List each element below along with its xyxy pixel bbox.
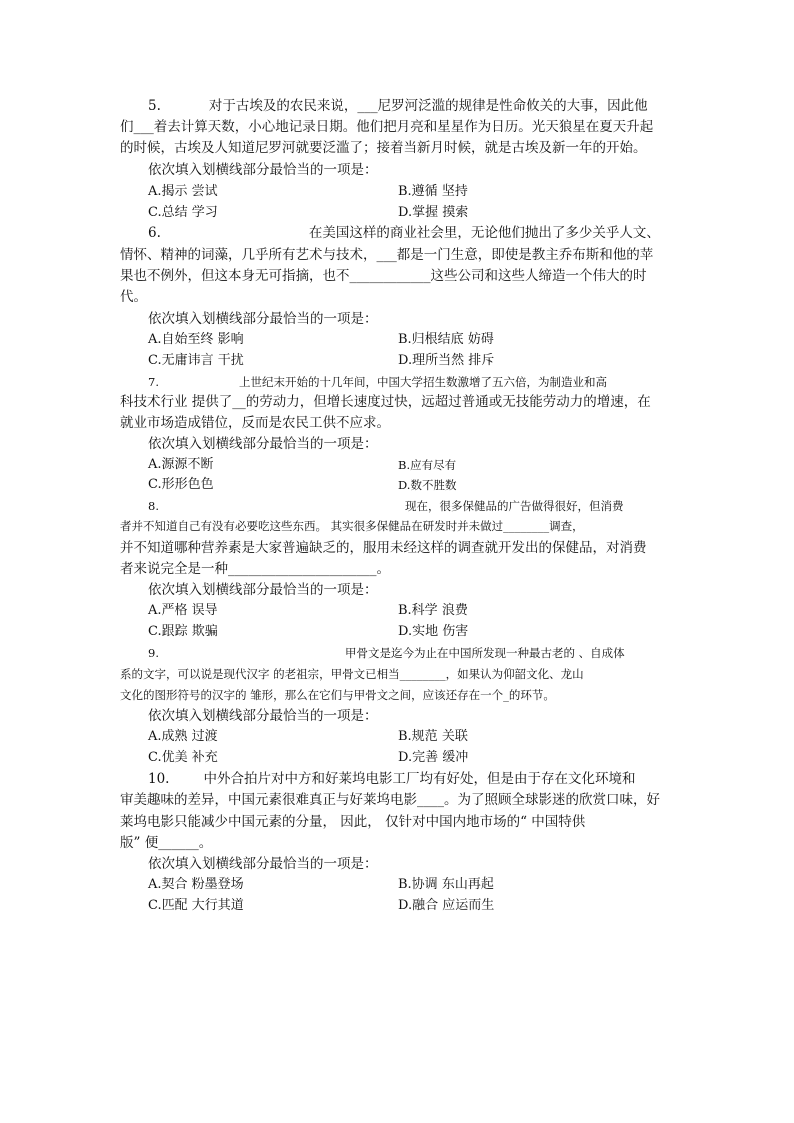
- question-9-prompt: 依次填入划横线部分最恰当的一项是：: [148, 708, 378, 724]
- question-5-option-d: D.掌握 摸索: [398, 205, 469, 220]
- question-6-line-3: 果也不例外，但这本身无可指摘，也不____________这些公司和这些人缔造一个伟大的时: [120, 268, 647, 284]
- question-5-line-3: 的时候，古埃及人知道尼罗河就要泛滥了；接着当新月时候，就是古埃及新一年的开始。: [120, 140, 647, 156]
- question-7-line-3: 就业市场造成错位，反而是农民工供不应求。: [120, 415, 390, 431]
- question-9-option-a: A.成熟 过渡: [148, 729, 218, 744]
- question-7-line-1: 7. 上世纪末开始的十几年间，中国大学招生数激增了五六倍，为制造业和高: [148, 375, 607, 389]
- question-9-line-1: 9. 甲骨文是迄今为止在中国所发现一种最古老的 、自成体: [148, 646, 625, 660]
- question-8-option-d: D.实地 伤害: [398, 624, 469, 639]
- question-6-option-a: A.自始至终 影响: [148, 332, 244, 347]
- question-5-line-2: 们___着去计算天数，小心地记录日期。他们把月亮和星星作为日历。光天狼星在夏天升起: [120, 119, 654, 135]
- question-10-option-d: D.融合 应运而生: [398, 898, 495, 913]
- question-number: 8.: [148, 499, 159, 513]
- question-8-line-2: 者并不知道自己有没有必要吃这些东西。 其实很多保健品在研发时并未做过________调查，: [120, 519, 584, 533]
- question-8-line-4: 者来说完全是一种______________________。: [120, 561, 390, 577]
- question-10-option-b: B.协调 东山再起: [398, 877, 494, 892]
- question-9-line-2: 系的文字，可以说是现代汉字 的老祖宗，甲骨文已相当________，如果认为仰韶文化、龙山: [120, 667, 584, 681]
- question-number: 9.: [148, 646, 159, 660]
- question-6-option-c: C.无庸讳言 干扰: [148, 353, 244, 368]
- question-10-line-4: 版” 便______。: [120, 835, 213, 851]
- question-number: 5.: [148, 98, 161, 114]
- question-9-option-b: B.规范 关联: [398, 729, 468, 744]
- question-7-line-2: 科技术行业 提供了__的劳动力，但增长速度过快，远超过普通或无技能劳动力的增速，在: [120, 394, 651, 410]
- question-8-option-a: A.严格 误导: [148, 603, 218, 618]
- question-6-option-d: D.理所当然 排斥: [398, 353, 495, 368]
- question-5-option-a: A.揭示 尝试: [148, 184, 218, 199]
- question-8-option-c: C.跟踪 欺骗: [148, 624, 218, 639]
- question-number: 6.: [148, 225, 161, 241]
- question-number: 10.: [148, 771, 170, 787]
- question-5-option-b: B.遵循 坚持: [398, 184, 468, 199]
- question-9-option-c: C.优美 补充: [148, 750, 218, 765]
- question-6-line-4: 代。: [120, 289, 147, 305]
- question-10-option-a: A.契合 粉墨登场: [148, 877, 244, 892]
- question-6-line-2: 情怀、精神的词藻，几乎所有艺术与技术，___都是一门生意，即使是教主乔布斯和他的苹: [120, 247, 654, 263]
- question-7-option-d: D.数不胜数: [398, 478, 457, 492]
- question-8-option-b: B.科学 浪费: [398, 603, 468, 618]
- question-10-prompt: 依次填入划横线部分最恰当的一项是：: [148, 856, 378, 872]
- question-9-option-d: D.完善 缓冲: [398, 750, 469, 765]
- question-7-option-a: A.源源不断: [148, 457, 214, 472]
- question-number: 7.: [148, 375, 159, 389]
- question-8-prompt: 依次填入划横线部分最恰当的一项是：: [148, 582, 378, 598]
- question-5-line-1: 5. 对于古埃及的农民来说，___尼罗河泛滥的规律是性命攸关的大事，因此他: [148, 98, 648, 114]
- question-10-line-2: 审美趣味的差异，中国元素很难真正与好莱坞电影____。为了照顾全球影迷的欣赏口味，好: [120, 792, 660, 808]
- question-10-option-c: C.匹配 大行其道: [148, 898, 244, 913]
- question-5-prompt: 依次填入划横线部分最恰当的一项是：: [148, 162, 378, 178]
- question-8-line-1: 8. 现在，很多保健品的广告做得很好，但消费: [148, 499, 624, 513]
- question-8-line-3: 并不知道哪种营养素是大家普遍缺乏的，服用未经这样的调查就开发出的保健品，对消费: [120, 540, 647, 556]
- question-7-prompt: 依次填入划横线部分最恰当的一项是：: [148, 436, 378, 452]
- question-7-option-b: B.应有尽有: [398, 458, 457, 472]
- question-10-line-3: 莱坞电影只能减少中国元素的分量， 因此， 仅针对中国内地市场的“ 中国特供: [120, 814, 586, 830]
- question-6-option-b: B.归根结底 妨碍: [398, 332, 494, 347]
- question-6-line-1: 6. 在美国这样的商业社会里，无论他们抛出了多少关乎人文、: [148, 225, 660, 241]
- question-5-option-c: C.总结 学习: [148, 205, 218, 220]
- question-6-prompt: 依次填入划横线部分最恰当的一项是：: [148, 311, 378, 327]
- question-9-line-3: 文化的图形符号的汉字的 雏形，那么在它们与甲骨文之间，应该还存在一个_的环节。: [120, 688, 555, 702]
- question-7-option-c: C.形形色色: [148, 477, 214, 492]
- question-10-line-1: 10. 中外合拍片对中方和好莱坞电影工厂均有好处，但是由于存在文化环境和: [148, 771, 636, 787]
